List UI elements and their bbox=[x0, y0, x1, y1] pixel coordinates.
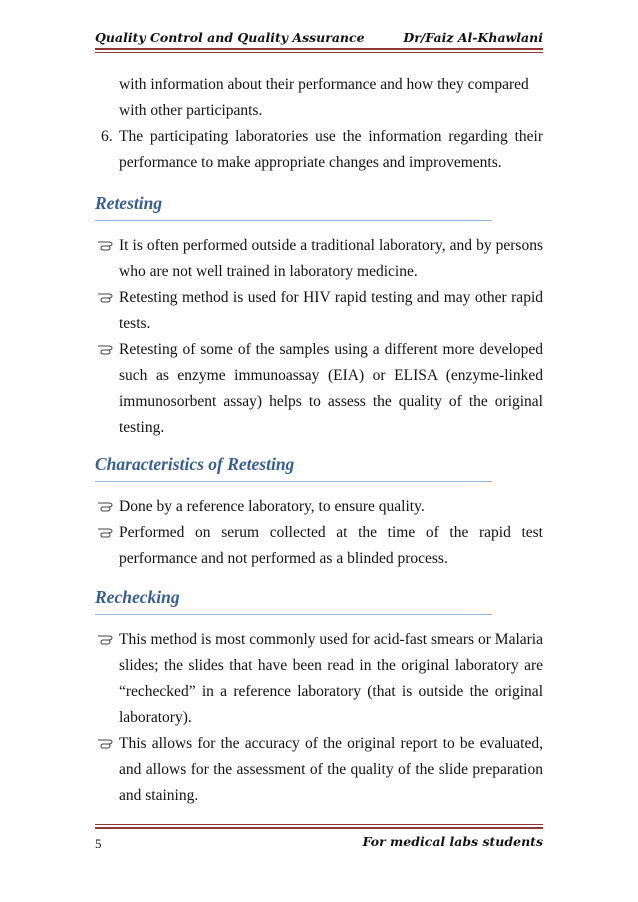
bullet-text: This allows for the accuracy of the original report to be evaluated, and allows for the assessment of the quality of the slide preparation and staining. bbox=[119, 735, 543, 804]
pointing-hand-icon bbox=[97, 524, 115, 538]
bullet-text: Retesting method is used for HIV rapid testing and may other rapid tests. bbox=[119, 289, 543, 332]
page-header bbox=[95, 28, 543, 54]
bullet-text: Done by a reference laboratory, to ensure quality. bbox=[119, 498, 425, 515]
pointing-hand-icon bbox=[97, 735, 115, 749]
continuation-line: with information about their performance and how they compared bbox=[119, 76, 529, 93]
continuation-line: with other participants. bbox=[119, 102, 263, 119]
bullet-item bbox=[95, 285, 543, 337]
item-number: 6. bbox=[101, 128, 113, 145]
pointing-hand-icon bbox=[97, 498, 115, 512]
section-heading-retesting: Retesting bbox=[95, 193, 163, 213]
bullet-item bbox=[95, 233, 543, 285]
section-heading-rechecking: Rechecking bbox=[95, 587, 180, 607]
footer-rule-thick bbox=[95, 827, 543, 829]
pointing-hand-icon bbox=[97, 237, 115, 251]
page-number: 5 bbox=[95, 836, 102, 851]
page-content bbox=[95, 72, 543, 809]
bullet-text: Retesting of some of the samples using a different more developed such as enzyme immunoassay (EIA) or ELISA (enzyme-linked immunosorbent assay) helps to assess the quality of the original testing. bbox=[119, 341, 543, 436]
bullet-text: This method is most commonly used for acid-fast smears or Malaria slides; the slides that have been read in the original laboratory are “rechecked” in a reference laboratory (that is outside the original laboratory). bbox=[119, 631, 543, 726]
bullet-text: It is often performed outside a traditional laboratory, and by persons who are not well trained in laboratory medicine. bbox=[119, 237, 543, 280]
footer-rule-thin bbox=[95, 824, 543, 825]
header-author: Dr/Faiz Al-Khawlani bbox=[403, 30, 543, 45]
numbered-item-6 bbox=[95, 124, 543, 176]
page-footer bbox=[95, 824, 543, 854]
pointing-hand-icon bbox=[97, 289, 115, 303]
bullet-item bbox=[95, 731, 543, 809]
header-rule-thin bbox=[95, 52, 543, 53]
item-text: The participating laboratories use the information regarding their performance to make appropriate changes and improvements. bbox=[119, 128, 543, 171]
list-continuation bbox=[95, 72, 543, 124]
bullet-item bbox=[95, 520, 543, 572]
bullet-item bbox=[95, 627, 543, 731]
pointing-hand-icon bbox=[97, 341, 115, 355]
pointing-hand-icon bbox=[97, 631, 115, 645]
bullet-item bbox=[95, 337, 543, 441]
section-heading-characteristics: Characteristics of Retesting bbox=[95, 454, 295, 474]
bullet-item bbox=[95, 494, 543, 520]
header-rule-thick bbox=[95, 48, 543, 50]
header-left-title: Quality Control and Quality Assurance bbox=[95, 30, 365, 45]
footer-audience: For medical labs students bbox=[362, 834, 543, 849]
bullet-text: Performed on serum collected at the time of the rapid test performance and not performed as a blinded process. bbox=[119, 524, 543, 567]
